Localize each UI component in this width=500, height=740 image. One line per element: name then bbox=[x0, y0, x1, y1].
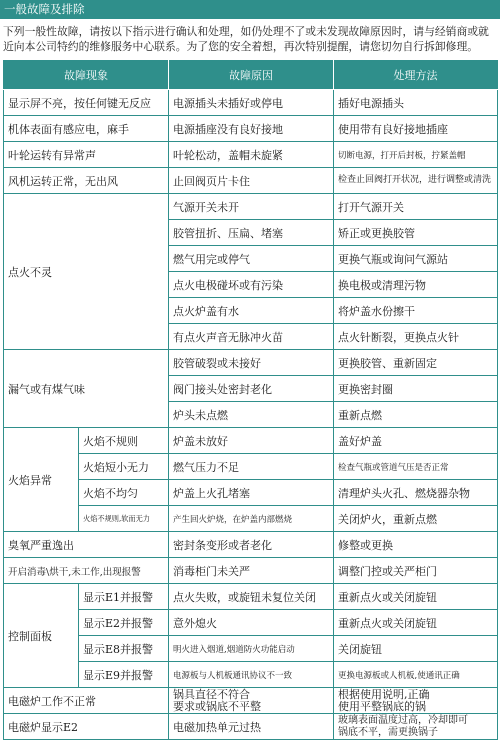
table-row bbox=[4, 558, 498, 584]
cause-cell: 炉头未点燃 bbox=[169, 402, 334, 428]
fix-cell: 检查止回阀打开状况，进行调整或清洗 bbox=[334, 168, 498, 194]
table-row bbox=[4, 194, 498, 220]
column-header-symptom: 故障现象 bbox=[4, 61, 169, 90]
sub-symptom-cell: 显示E8并报警 bbox=[79, 636, 169, 662]
cause-cell: 明火进入烟道,烟道防火功能启动 bbox=[169, 636, 334, 662]
table-row bbox=[4, 142, 498, 168]
symptom-cell: 臭氧严重逸出 bbox=[4, 532, 169, 558]
fix-cell bbox=[334, 688, 498, 714]
fix-cell: 关闭旋钮 bbox=[334, 636, 498, 662]
table-row bbox=[4, 90, 498, 116]
cause-cell: 消毒柜门未关严 bbox=[169, 558, 334, 584]
cause-cell: 阀门接头处密封老化 bbox=[169, 376, 334, 402]
fix-cell: 更换胶管、重新固定 bbox=[334, 350, 498, 376]
cause-cell: 电磁加热单元过热 bbox=[169, 714, 334, 740]
symptom-cell: 显示屏不亮，按任何键无反应 bbox=[4, 90, 169, 116]
symptom-cell: 漏气或有煤气味 bbox=[4, 350, 169, 428]
cause-cell: 产生回火炉烧，在炉盖内部燃烧 bbox=[169, 506, 334, 532]
fix-cell: 更换电源板或人机板,使通讯正确 bbox=[334, 662, 498, 688]
cause-cell: 止回阀页片卡住 bbox=[169, 168, 334, 194]
table-row bbox=[4, 506, 498, 532]
cause-cell: 点火失败，或旋钮未复位关闭 bbox=[169, 584, 334, 610]
table-row bbox=[4, 636, 498, 662]
table-row bbox=[4, 480, 498, 506]
symptom-cell: 火焰异常 bbox=[4, 428, 79, 532]
fix-cell: 使用带有良好接地插座 bbox=[334, 116, 498, 142]
fix-cell: 关闭炉火，重新点燃 bbox=[334, 506, 498, 532]
fix-cell bbox=[334, 714, 498, 740]
fix-cell: 修整或更换 bbox=[334, 532, 498, 558]
fix-cell: 插好电源插头 bbox=[334, 90, 498, 116]
cause-cell: 电源插头未插好或停电 bbox=[169, 90, 334, 116]
cause-cell: 燃气用完或停气 bbox=[169, 246, 334, 272]
intro-paragraph: 下列一般性故障，请按以下指示进行确认和处理，如仍处理不了或未发现故障原因时，请与经销商或就近向本公司特约的维修服务中心联系。为了您的安全着想，再次特别提醒，请您切勿自行拆卸修理。 bbox=[3, 25, 489, 53]
sub-symptom-cell: 火焰不均匀 bbox=[79, 480, 169, 506]
fix-cell: 更换气瓶或询问气源站 bbox=[334, 246, 498, 272]
cause-line: 锅具直径不符合 bbox=[173, 687, 250, 701]
table-row bbox=[4, 428, 498, 454]
table-row bbox=[4, 714, 498, 740]
fix-line: 使用平整锅底的锅 bbox=[338, 699, 426, 713]
fix-cell: 换电极或清理污物 bbox=[334, 272, 498, 298]
column-header-cause: 故障原因 bbox=[169, 61, 334, 90]
fix-cell: 重新点燃 bbox=[334, 402, 498, 428]
cause-cell: 有点火声音无脉冲火苗 bbox=[169, 324, 334, 350]
sub-symptom-cell: 火焰不规则 bbox=[79, 428, 169, 454]
symptom-cell: 开启消毒\烘干,未工作,出现报警 bbox=[4, 558, 169, 584]
table-row bbox=[4, 662, 498, 688]
table-row bbox=[4, 454, 498, 480]
sub-symptom-cell: 显示E2并报警 bbox=[79, 610, 169, 636]
fix-cell: 点火针断裂，更换点火针 bbox=[334, 324, 498, 350]
fix-line: 根据使用说明,正确 bbox=[338, 687, 430, 701]
fix-cell: 检查气瓶或管道气压是否正常 bbox=[334, 454, 498, 480]
fix-cell: 打开气源开关 bbox=[334, 194, 498, 220]
sub-symptom-cell: 火焰短小无力 bbox=[79, 454, 169, 480]
cause-cell: 电源插座没有良好接地 bbox=[169, 116, 334, 142]
table-row bbox=[4, 116, 498, 142]
cause-cell: 炉盖未放好 bbox=[169, 428, 334, 454]
cause-cell: 炉盖上火孔堵塞 bbox=[169, 480, 334, 506]
sub-symptom-cell: 显示E9并报警 bbox=[79, 662, 169, 688]
symptom-cell: 电磁炉工作不正常 bbox=[4, 688, 169, 714]
fix-cell: 矫正或更换胶管 bbox=[334, 220, 498, 246]
table-row bbox=[4, 168, 498, 194]
symptom-cell: 叶轮运转有异常声 bbox=[4, 142, 169, 168]
sub-symptom-cell: 显示E1并报警 bbox=[79, 584, 169, 610]
cause-cell: 密封条变形或者老化 bbox=[169, 532, 334, 558]
cause-cell: 胶管扭折、压扁、堵塞 bbox=[169, 220, 334, 246]
section-title: 一般故障及排除 bbox=[0, 0, 500, 19]
table-row bbox=[4, 584, 498, 610]
cause-line: 要求或锅底不平整 bbox=[173, 699, 261, 713]
sub-symptom-cell: 火焰不规则,软而无力 bbox=[79, 506, 169, 532]
fix-cell: 更换密封圈 bbox=[334, 376, 498, 402]
table-row bbox=[4, 688, 498, 714]
cause-cell: 意外熄火 bbox=[169, 610, 334, 636]
fix-cell: 将炉盖水份擦干 bbox=[334, 298, 498, 324]
cause-cell: 电源板与人机板通讯协议不一致 bbox=[169, 662, 334, 688]
troubleshooting-table bbox=[3, 60, 498, 740]
symptom-cell: 点火不灵 bbox=[4, 194, 169, 350]
fix-cell: 重新点火或关闭旋钮 bbox=[334, 584, 498, 610]
column-header-fix: 处理方法 bbox=[334, 61, 498, 90]
cause-cell: 点火炉盖有水 bbox=[169, 298, 334, 324]
fix-cell: 调整门控或关严柜门 bbox=[334, 558, 498, 584]
fix-cell: 清理炉头火孔、燃烧器杂物 bbox=[334, 480, 498, 506]
cause-cell bbox=[169, 688, 334, 714]
cause-cell: 点火电极碰坏或有污染 bbox=[169, 272, 334, 298]
table-row bbox=[4, 532, 498, 558]
symptom-cell: 机体表面有感应电，麻手 bbox=[4, 116, 169, 142]
symptom-cell: 风机运转正常，无出风 bbox=[4, 168, 169, 194]
table-row bbox=[4, 610, 498, 636]
symptom-cell: 电磁炉显示E2 bbox=[4, 714, 169, 740]
cause-cell: 气源开关未开 bbox=[169, 194, 334, 220]
symptom-cell: 控制面板 bbox=[4, 584, 79, 688]
cause-cell: 叶轮松动，盖帽未旋紧 bbox=[169, 142, 334, 168]
cause-cell: 胶管破裂或未接好 bbox=[169, 350, 334, 376]
table-row bbox=[4, 350, 498, 376]
fix-cell: 重新点火或关闭旋钮 bbox=[334, 610, 498, 636]
fix-line: 玻璃表面温度过高，冷却即可 bbox=[338, 714, 468, 726]
fix-line: 锅底不平，需更换锅子 bbox=[338, 726, 438, 738]
fix-cell: 切断电源，打开后封板，拧紧盖帽 bbox=[334, 142, 498, 168]
cause-cell: 燃气压力不足 bbox=[169, 454, 334, 480]
fix-cell: 盖好炉盖 bbox=[334, 428, 498, 454]
